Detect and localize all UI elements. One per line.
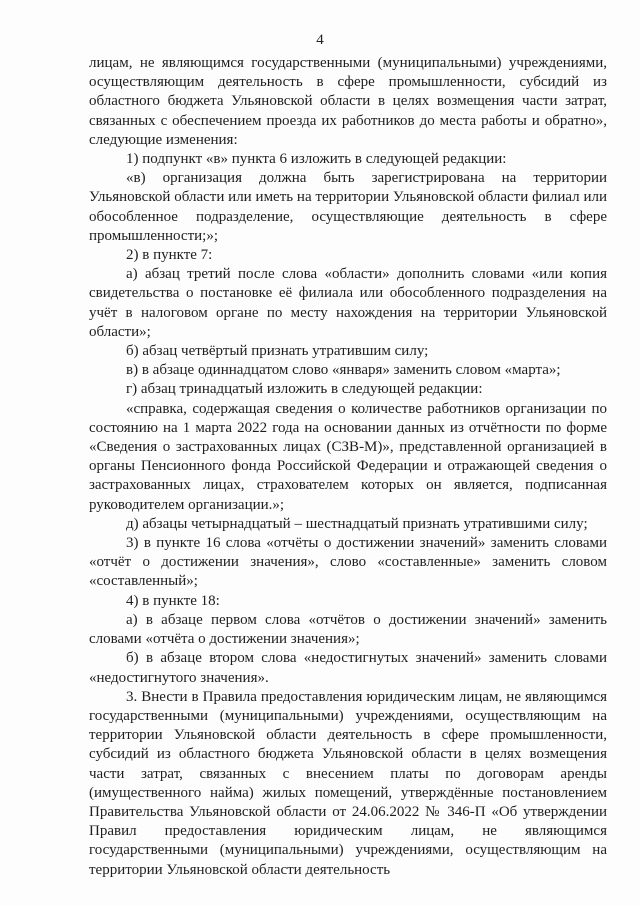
paragraph-item-4b: б) в абзаце втором слова «недостигнутых значений» заменить словами «недостигнутого значения». <box>89 650 607 686</box>
paragraph-item-2a: а) абзац третий после слова «области» дополнить словами «или копия свидетельства о постановке её филиала или обособленного подразделения на учёт в налоговом органе по месту нахождения на территории Ульяновской области»; <box>89 266 607 340</box>
paragraph-section-3: 3. Внести в Правила предоставления юридическим лицам, не являющимся государственными (муниципальными) учреждениями, осуществляющим на территории Ульяновской области деятельность в сфере промышленности, субсидий из областного бюджета Ульяновской области в целях возмещения части затрат, связанных с внесением платы по договорам аренды (имущественного найма) жилых помещений, утверждённые постановлением Правительства Ульяновской области от 24.06.2022 № 346-П «Об утверждении Правил предоставления юридическим лицам, не являющимся государственными (муниципальными) учреждениями, осуществляющим на территории Ульяновской области деятельность <box>89 688 607 878</box>
page-number: 4 <box>316 32 324 48</box>
paragraph-item-4: 4) в пункте 18: <box>126 592 220 609</box>
paragraph-item-2v: в) в абзаце одиннадцатом слово «января» заменить словом «марта»; <box>126 362 561 379</box>
paragraph-continuation: лицам, не являющимся государственными (муниципальными) учреждениями, осуществляющим деятельность в сфере промышленности, субсидий из областного бюджета Ульяновской области в целях возмещения части затрат, связанных с обеспечением проезда их работников до места работы и обратно», следующие изменения: <box>89 55 607 148</box>
body-text <box>89 54 607 880</box>
paragraph-item-3: 3) в пункте 16 слова «отчёты о достижении значений» заменить словами «отчёт о достижении значения», слово «составленные» заменить словом «составленный»; <box>89 535 607 590</box>
paragraph-item-2d: д) абзацы четырнадцатый – шестнадцатый признать утратившими силу; <box>126 515 588 532</box>
paragraph-item-4a: а) в абзаце первом слова «отчётов о достижении значений» заменить словами «отчёта о достижении значения»; <box>89 611 607 648</box>
paragraph-item-2b: б) абзац четвёртый признать утратившим силу; <box>126 343 429 360</box>
paragraph-item-1: 1) подпункт «в» пункта 6 изложить в следующей редакции: <box>126 151 507 168</box>
paragraph-item-2g: г) абзац тринадцатый изложить в следующей редакции: <box>126 381 483 398</box>
paragraph-item-1-text: «в) организация должна быть зарегистрирована на территории Ульяновской области или иметь на территории Ульяновской области филиал или обособленное подразделение, осуществляющие деятельность в сфере промышленности;»; <box>89 170 607 244</box>
paragraph-item-2: 2) в пункте 7: <box>126 247 213 264</box>
paragraph-item-2g-text: «справка, содержащая сведения о количестве работников организации по состоянию на 1 марта 2022 года на основании данных из отчётности по форме «Сведения о застрахованных лицах (СЗВ-М)», представленной организацией в органы Пенсионного фонда Российской Федерации и отражающей сведения о застрахованных лицах, страхователем которых он является, подписанная руководителем организации.»; <box>89 400 607 513</box>
